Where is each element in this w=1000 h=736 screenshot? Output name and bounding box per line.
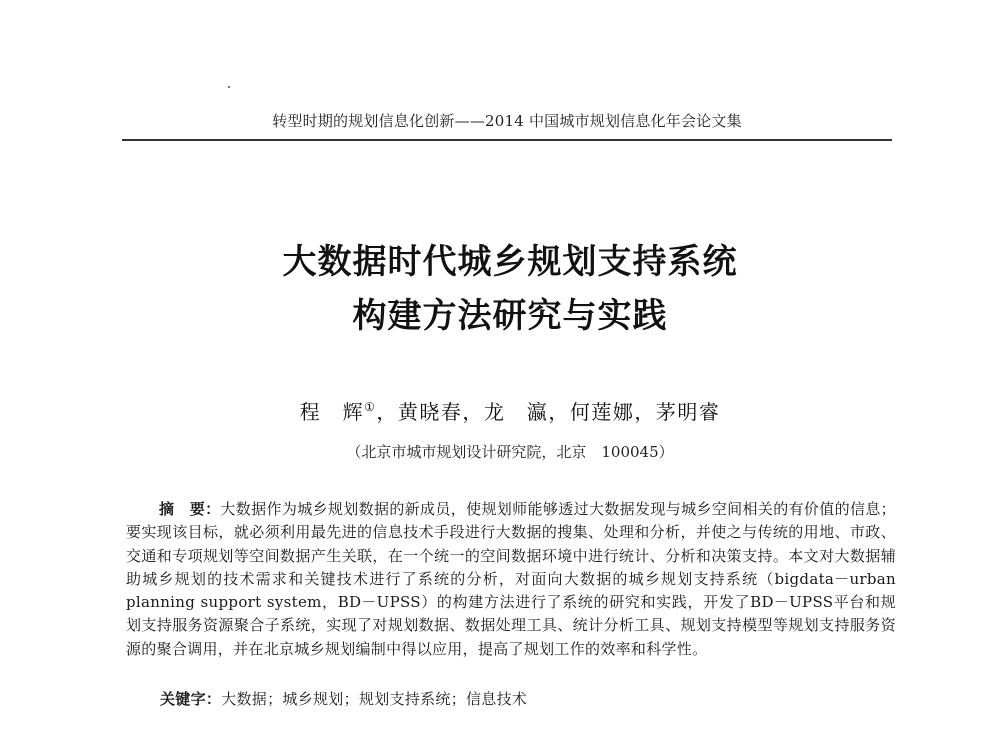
paper-title-line-1: 大数据时代城乡规划支持系统 <box>282 242 738 282</box>
scan-speck <box>228 86 230 88</box>
keywords-text: 大数据；城乡规划；规划支持系统；信息技术 <box>221 690 528 708</box>
abstract-label: 摘 要： <box>159 500 221 518</box>
abstract-text: 大数据作为城乡规划数据的新成员，使规划师能够透过大数据发现与城乡空间相关的有价值的信息；要实现该目标，就必须利用最先进的信息技术手段进行大数据的搜集、处理和分析，并使之与传统的用地、市政、交通和专项规划等空间数据产生关联，在一个统一的空间数据环境中进行统计、分析和决策支持。本文对大数据辅助城乡规划的技术需求和关键技术进行了系统的分析，对面向大数据的城乡规划支持系统（bigdata－urban planning support system，BD－UPSS）的构建方法进行了系统的研究和实践，开发了BD－UPSS平台和规划支持服务资源聚合子系统，实现了对规划数据、数据处理工具、统计分析工具、规划支持模型等规划支持服务资源的聚合调用，并在北京城乡规划编制中得以应用，提高了规划工作的效率和科学性。 <box>126 500 896 658</box>
paper-title-line-2: 构建方法研究与实践 <box>352 296 668 336</box>
header-rule <box>122 139 892 141</box>
other-authors: ，黄晓春，龙 瀛，何莲娜，茅明睿 <box>376 400 721 424</box>
author-list <box>200 396 820 425</box>
first-author: 程 辉 <box>299 400 365 424</box>
keywords <box>160 688 880 709</box>
keywords-label: 关键字： <box>160 690 222 708</box>
affiliation: （北京市城市规划设计研究院，北京 100045） <box>346 443 674 461</box>
running-header: 转型时期的规划信息化创新——2014 中国城市规划信息化年会论文集 <box>272 112 742 130</box>
footnote-marker: ① <box>364 400 377 414</box>
abstract <box>126 498 896 661</box>
